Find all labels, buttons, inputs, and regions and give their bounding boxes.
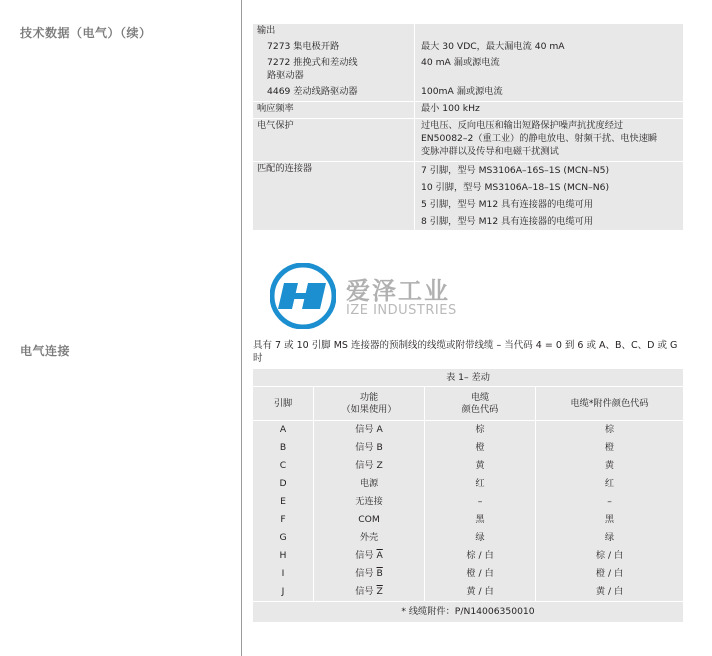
table-row xyxy=(253,511,683,529)
function-cell xyxy=(314,547,425,565)
function-label: 信号 xyxy=(355,586,377,597)
function-cell xyxy=(314,457,425,475)
inverted-signal-letter: $\overline{Z}$ xyxy=(376,586,383,597)
spec-value: 100mA 漏或源电流 xyxy=(415,85,684,102)
spec-row xyxy=(253,24,683,40)
function-cell xyxy=(314,583,425,602)
cable-color-cell: 橙 xyxy=(425,439,536,457)
logo-english-name: IZE INDUSTRIES xyxy=(346,303,457,318)
accessory-color-cell: 棕 / 白 xyxy=(536,547,684,565)
header-pin: 引脚 xyxy=(253,387,314,421)
pin-cell: C xyxy=(253,457,314,475)
table-row xyxy=(253,475,683,493)
accessory-color-cell: 橙 / 白 xyxy=(536,565,684,583)
spec-key: 7273 集电极开路 xyxy=(253,40,415,56)
spec-value: 40 mA 漏或源电流 xyxy=(415,56,684,85)
logo-mark-icon xyxy=(270,263,336,329)
pin-cell: D xyxy=(253,475,314,493)
accessory-color-cell: – xyxy=(536,493,684,511)
inverted-signal-letter: $\overline{B}$ xyxy=(376,568,383,579)
spec-table xyxy=(253,24,683,230)
pin-cell: H xyxy=(253,547,314,565)
column-divider xyxy=(241,0,242,656)
pin-cell: B xyxy=(253,439,314,457)
table-row xyxy=(253,583,683,602)
spec-value: 最大 30 VDC，最大漏电流 40 mA xyxy=(415,40,684,56)
cable-color-cell: 黄 xyxy=(425,457,536,475)
spec-row xyxy=(253,119,683,162)
function-cell xyxy=(314,439,425,457)
spec-key: 7272 推挽式和差动线 路驱动器 xyxy=(253,56,415,85)
header-cable-color: 电缆 颜色代码 xyxy=(425,387,536,421)
spec-key: 4469 差动线路驱动器 xyxy=(253,85,415,102)
spec-key: 输出 xyxy=(253,24,415,40)
table-row xyxy=(253,493,683,511)
cable-color-cell: 黄 / 白 xyxy=(425,583,536,602)
spec-row xyxy=(253,102,683,119)
cable-color-cell: – xyxy=(425,493,536,511)
section-title-electrical-connections: 电气连接 xyxy=(20,344,71,358)
table-row xyxy=(253,547,683,565)
function-cell xyxy=(314,475,425,493)
section-title-electrical-specs: 技术数据（电气）（续） xyxy=(20,26,152,40)
spec-value xyxy=(415,24,684,40)
function-cell xyxy=(314,529,425,547)
table-row xyxy=(253,565,683,583)
accessory-color-cell: 红 xyxy=(536,475,684,493)
accessory-color-cell: 黑 xyxy=(536,511,684,529)
function-label: 外壳 xyxy=(359,532,379,543)
pin-cell: A xyxy=(253,421,314,440)
pin-cell: G xyxy=(253,529,314,547)
spec-row xyxy=(253,56,683,85)
header-function: 功能 （如果使用） xyxy=(314,387,425,421)
function-cell xyxy=(314,493,425,511)
spec-value: 7 引脚，型号 MS3106A–16S–1S (MCN–N5) 10 引脚，型号 MS3106A–18–1S (MCN–N6) 5 引脚，型号 M12 具有连接器的电缆可用 8 引脚，型号 M12 具有连接器的电缆可用 xyxy=(415,162,684,231)
spec-row xyxy=(253,162,683,231)
connection-intro-text: 具有 7 或 10 引脚 MS 连接器的预制线的线缆或附带线缆 – 当代码 4 = 0 到 6 或 A、B、C、D 或 G 时 xyxy=(253,340,678,364)
cable-color-cell: 棕 / 白 xyxy=(425,547,536,565)
function-label: COM xyxy=(358,514,380,525)
accessory-color-cell: 黄 / 白 xyxy=(536,583,684,602)
table-row xyxy=(253,439,683,457)
function-label: 信号 xyxy=(355,568,377,579)
pin-cell: E xyxy=(253,493,314,511)
spec-key: 匹配的连接器 xyxy=(253,162,415,231)
function-label: 信号 A xyxy=(355,424,383,435)
accessory-color-cell: 黄 xyxy=(536,457,684,475)
function-label: 电源 xyxy=(359,478,379,489)
cable-color-cell: 红 xyxy=(425,475,536,493)
function-label: 信号 xyxy=(355,550,377,561)
pin-cell: I xyxy=(253,565,314,583)
function-cell xyxy=(314,421,425,440)
pin-cell: J xyxy=(253,583,314,602)
spec-key: 响应频率 xyxy=(253,102,415,119)
header-accessory-color: 电缆*附件颜色代码 xyxy=(536,387,684,421)
accessory-color-cell: 绿 xyxy=(536,529,684,547)
function-label: 无连接 xyxy=(355,496,383,507)
wiring-table xyxy=(253,369,683,622)
accessory-color-cell: 橙 xyxy=(536,439,684,457)
table-row xyxy=(253,457,683,475)
spec-value: 最小 100 kHz xyxy=(415,102,684,119)
accessory-color-cell: 棕 xyxy=(536,421,684,440)
function-cell xyxy=(314,565,425,583)
cable-color-cell: 棕 xyxy=(425,421,536,440)
spec-key: 电气保护 xyxy=(253,119,415,162)
pin-cell: F xyxy=(253,511,314,529)
cable-color-cell: 黑 xyxy=(425,511,536,529)
logo-chinese-name: 爱泽工业 xyxy=(346,277,450,305)
table-row xyxy=(253,529,683,547)
table-caption: 表 1– 差动 xyxy=(253,369,683,387)
spec-row xyxy=(253,85,683,102)
cable-color-cell: 橙 / 白 xyxy=(425,565,536,583)
function-cell xyxy=(314,511,425,529)
company-logo xyxy=(270,261,470,331)
function-label: 信号 Z xyxy=(355,460,383,471)
table-row xyxy=(253,421,683,440)
spec-value: 过电压、反向电压和输出短路保护噪声抗扰度经过 EN50082–2（重工业）的静电放电、射频干扰、电快速瞬 变脉冲群以及传导和电磁干扰测试 xyxy=(415,119,684,162)
inverted-signal-letter: $\overline{A}$ xyxy=(376,550,383,561)
function-label: 信号 B xyxy=(355,442,383,453)
cable-color-cell: 绿 xyxy=(425,529,536,547)
table-footnote: * 线缆附件：P/N14006350010 xyxy=(253,602,683,623)
spec-row xyxy=(253,40,683,56)
